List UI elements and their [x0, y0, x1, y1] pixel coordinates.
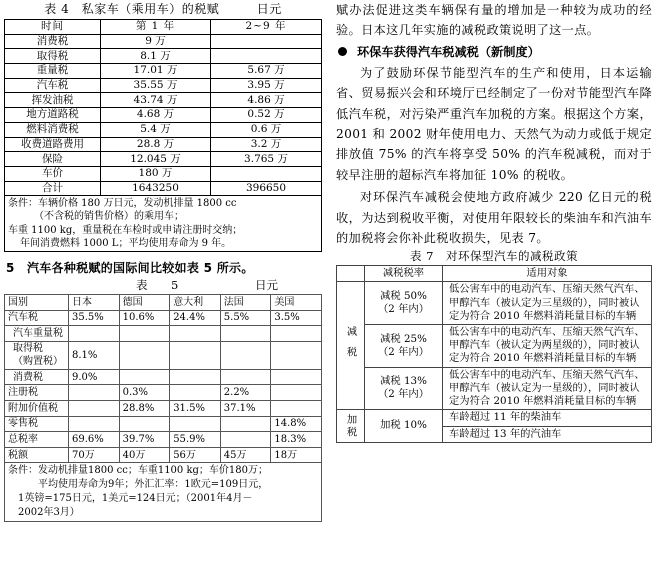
table5-note-line: 条件：发动机排量1800 cc；车重1100 kg；车价180万； [8, 465, 269, 477]
table5-cell [220, 326, 271, 342]
table7-header-blank [337, 266, 365, 282]
left-column [4, 0, 322, 522]
table5-row [5, 310, 322, 326]
table5-cell [69, 326, 120, 342]
table5-cell: 14.8% [271, 416, 322, 432]
table5-cell [69, 416, 120, 432]
table5-row [5, 401, 322, 417]
table7-rate: 减税 13% [380, 375, 427, 388]
table4-row [5, 122, 322, 137]
table5-cell: 10.6% [119, 310, 170, 326]
table5-cell [271, 385, 322, 401]
table5-cell: 3.5% [271, 310, 322, 326]
table4-row [5, 108, 322, 123]
table4-header-cell: 第 1 年 [101, 20, 211, 35]
table5-cell [119, 341, 170, 369]
table7-period: （2 年内） [377, 388, 429, 401]
table5-cell: 70万 [69, 447, 120, 463]
table4-cell: 收费道路费用 [5, 137, 101, 152]
table5-row [5, 385, 322, 401]
table4-cell: 挥发油税 [5, 93, 101, 108]
table5-unit: 日元 [255, 278, 278, 293]
table5-row [5, 326, 322, 342]
table4-cell: 396650 [211, 181, 322, 196]
table4 [4, 19, 322, 252]
table4-cell: 取得税 [5, 49, 101, 64]
table7-caption: 表 7 对环保型汽车的减税政策 [410, 249, 578, 264]
table4-cell: 汽车税 [5, 78, 101, 93]
table7-period: （2 年内） [377, 303, 429, 316]
table5-cell: 汽车重量税 [5, 326, 69, 342]
table5-cell: 取得税 （购置税） [5, 341, 69, 369]
table7-add-row [337, 410, 652, 426]
table5-cell [170, 385, 221, 401]
table5-note-line: 2002年3月） [18, 506, 80, 518]
table5-cell: 消费税 [5, 369, 69, 385]
table4-notes-row [5, 196, 322, 252]
table4-caption: 表 4 私家车（乘用车）的税赋 日元 [44, 2, 282, 16]
table4-cell: 3.95 万 [211, 78, 322, 93]
table4-cell: 180 万 [101, 166, 211, 181]
table5-row [5, 341, 322, 369]
table5-header-row [5, 295, 322, 311]
table7 [336, 265, 652, 442]
table5-cell: 28.8% [119, 401, 170, 417]
paragraph-1: 为了鼓励环保节能型汽车的生产和使用，日本运输省、贸易振兴会和环境厅已经制定了一份对节能型汽车降低汽车税，对污染严重汽车加税的方案。根据这个方案，2001 和 2002 财年使用电力、天然气为动力或低于规定排放值 75% 的汽车将享受 50% 的汽车税减税，而对于较早注册的超标汽车将加征 10% 的税收。 [336, 65, 652, 182]
paragraph-2: 对环保汽车减税会使地方政府减少 220 亿日元的税收，为达到税收平衡，对使用年限较长的柴油车和汽油车的加税将会你补此税收损失，见表 7。 [336, 190, 652, 246]
table4-cell: 消费税 [5, 34, 101, 49]
table4-cell: 重量税 [5, 64, 101, 79]
table4-cell [211, 166, 322, 181]
table5-cell: 总税率 [5, 432, 69, 448]
table5 [4, 294, 322, 522]
table4-note-line: 车重 1100 kg，重量税在车检时或申请注册时交纳； [8, 224, 243, 236]
table5-cell [220, 432, 271, 448]
table4-header-row [5, 20, 322, 35]
table5-cell: 69.6% [69, 432, 120, 448]
table4-notes [5, 196, 322, 252]
table5-cell: 18万 [271, 447, 322, 463]
table5-cell: 24.4% [170, 310, 221, 326]
table4-cell: 4.86 万 [211, 93, 322, 108]
table4-note-line: 条件：车辆价格 180 万日元，发动机排量 1800 cc [8, 198, 237, 210]
table5-cell [170, 416, 221, 432]
table4-header-cell: 时间 [5, 20, 101, 35]
table4-row [5, 181, 322, 196]
table5-cell: 2.2% [220, 385, 271, 401]
table7-reduce-row [337, 282, 652, 325]
table5-row [5, 416, 322, 432]
table5-cell: 9.0% [69, 369, 120, 385]
table4-cell: 1643250 [101, 181, 211, 196]
table5-cell [69, 385, 120, 401]
table5-cell: 39.7% [119, 432, 170, 448]
table5-cell [170, 369, 221, 385]
table5-cell: 零售税 [5, 416, 69, 432]
section-heading-text: 环保车获得汽车税减税（新制度） [357, 44, 540, 59]
table7-target: 低公害车中的电动汽车、压缩天然气汽车、甲醇汽车（被认定为一星级的），同时被认定为符合 2010 年燃料消耗量目标的车辆 [443, 367, 652, 410]
table5-cell [271, 369, 322, 385]
table4-cell: 35.55 万 [101, 78, 211, 93]
table4-cell: 3.2 万 [211, 137, 322, 152]
table7-rate-cell [365, 282, 443, 325]
table5-cell: 55.9% [170, 432, 221, 448]
paragraph-top: 赋办法促进这类车辆保有量的增加是一种较为成功的经验。日本这几年实施的减税政策说明了这一点。 [336, 3, 652, 38]
table5-cell [220, 341, 271, 369]
table5-cell [170, 341, 221, 369]
table7-rate: 减税 50% [380, 290, 427, 303]
table5-cell [69, 401, 120, 417]
table5-cell [271, 326, 322, 342]
table4-cell [211, 49, 322, 64]
table5-row [5, 432, 322, 448]
right-column [336, 0, 652, 443]
table7-header-rate: 减税税率 [365, 266, 443, 282]
table7-reduce-row [337, 367, 652, 410]
section-heading [336, 41, 652, 63]
table7-add-target: 车龄超过 13 年的汽油车 [443, 426, 652, 442]
table4-cell [211, 34, 322, 49]
table4-row [5, 93, 322, 108]
table7-header-target: 适用对象 [443, 266, 652, 282]
table5-header-cell: 意大利 [170, 295, 221, 311]
table7-add-target: 车龄超过 11 年的柴油车 [443, 410, 652, 426]
table7-add-rate: 加税 10% [365, 410, 443, 442]
table5-note-line: 平均使用寿命为9年；外汇汇率：1欧元=109日元， [38, 479, 269, 491]
table7-rate-cell [365, 325, 443, 368]
table5-header-cell: 美国 [271, 295, 322, 311]
table5-cell: 5.5% [220, 310, 271, 326]
table5-cell [220, 416, 271, 432]
table5-title: 表 5 [136, 278, 185, 293]
table5-cell: 45万 [220, 447, 271, 463]
table5-cell: 附加价值税 [5, 401, 69, 417]
table4-cell: 17.01 万 [101, 64, 211, 79]
table5-header-cell: 国别 [5, 295, 69, 311]
table4-note-line: （不含税的销售价格）的乘用车； [34, 211, 184, 223]
table5-cell: 35.5% [69, 310, 120, 326]
table5-cell [220, 369, 271, 385]
table7-target: 低公害车中的电动汽车、压缩天然气汽车、甲醇汽车（被认定为三星级的），同时被认定为符合 2010 年燃料消耗量目标的车辆 [443, 282, 652, 325]
table5-cell: 税额 [5, 447, 69, 463]
table4-cell: 0.6 万 [211, 122, 322, 137]
table5-cell: 0.3% [119, 385, 170, 401]
table7-category-reduce [337, 282, 365, 410]
table4-row [5, 137, 322, 152]
table5-header-cell: 法国 [220, 295, 271, 311]
table5-cell: 8.1% [69, 341, 120, 369]
table5-cell [119, 326, 170, 342]
table4-cell: 5.4 万 [101, 122, 211, 137]
table4-header-cell: 2~9 年 [211, 20, 322, 35]
table4-row [5, 78, 322, 93]
table7-category-text: 减税 [344, 325, 357, 367]
table4-cell: 保险 [5, 152, 101, 167]
table5-cell [271, 341, 322, 369]
table4-cell: 车价 [5, 166, 101, 181]
table5-cell: 31.5% [170, 401, 221, 417]
table5-cell [170, 326, 221, 342]
table4-cell: 5.67 万 [211, 64, 322, 79]
table5-header-cell: 德国 [119, 295, 170, 311]
table7-rate-cell [365, 367, 443, 410]
table4-cell: 28.8 万 [101, 137, 211, 152]
table5-cell: 18.3% [271, 432, 322, 448]
table5-cell [119, 416, 170, 432]
section5-heading: 5 汽车各种税赋的国际间比较如表 5 所示。 [6, 261, 254, 276]
table4-row [5, 34, 322, 49]
table5-cell [119, 369, 170, 385]
table4-cell: 9 万 [101, 34, 211, 49]
table5-cell: 注册税 [5, 385, 69, 401]
table5-row [5, 369, 322, 385]
table4-cell: 0.52 万 [211, 108, 322, 123]
table5-cell: 40万 [119, 447, 170, 463]
table4-cell: 合计 [5, 181, 101, 196]
table4-cell: 燃料消费税 [5, 122, 101, 137]
table4-note-line: 年间消费燃料 1000 L；平均使用寿命为 9 年。 [20, 237, 232, 249]
table4-cell: 12.045 万 [101, 152, 211, 167]
table4-cell: 3.765 万 [211, 152, 322, 167]
table4-row [5, 152, 322, 167]
table4-row [5, 49, 322, 64]
table4-row [5, 166, 322, 181]
table7-period: （2 年内） [377, 345, 429, 358]
table4-cell: 4.68 万 [101, 108, 211, 123]
table7-header-row [337, 266, 652, 282]
table7-rate: 减税 25% [380, 332, 427, 345]
bullet-icon [338, 47, 347, 56]
table7-reduce-row [337, 325, 652, 368]
table5-note-line: 1英镑=175日元，1美元=124日元；（2001年4月－ [18, 493, 253, 504]
table5-cell: 汽车税 [5, 310, 69, 326]
table4-cell: 43.74 万 [101, 93, 211, 108]
table7-target: 低公害车中的电动汽车、压缩天然气汽车、甲醇汽车（被认定为两星级的），同时被认定为符合 2010 年燃料消耗量目标的车辆 [443, 325, 652, 368]
table5-row [5, 447, 322, 463]
table5-notes-row [5, 463, 322, 521]
table5-caption [4, 277, 322, 294]
table7-category-text: 加税 [344, 413, 357, 439]
table5-cell: 56万 [170, 447, 221, 463]
table4-cell: 8.1 万 [101, 49, 211, 64]
table7-category-add [337, 410, 365, 442]
table5-cell [271, 401, 322, 417]
table4-row [5, 64, 322, 79]
table5-notes [5, 463, 322, 521]
table4-cell: 地方道路税 [5, 108, 101, 123]
table5-header-cell: 日本 [69, 295, 120, 311]
table5-cell: 37.1% [220, 401, 271, 417]
